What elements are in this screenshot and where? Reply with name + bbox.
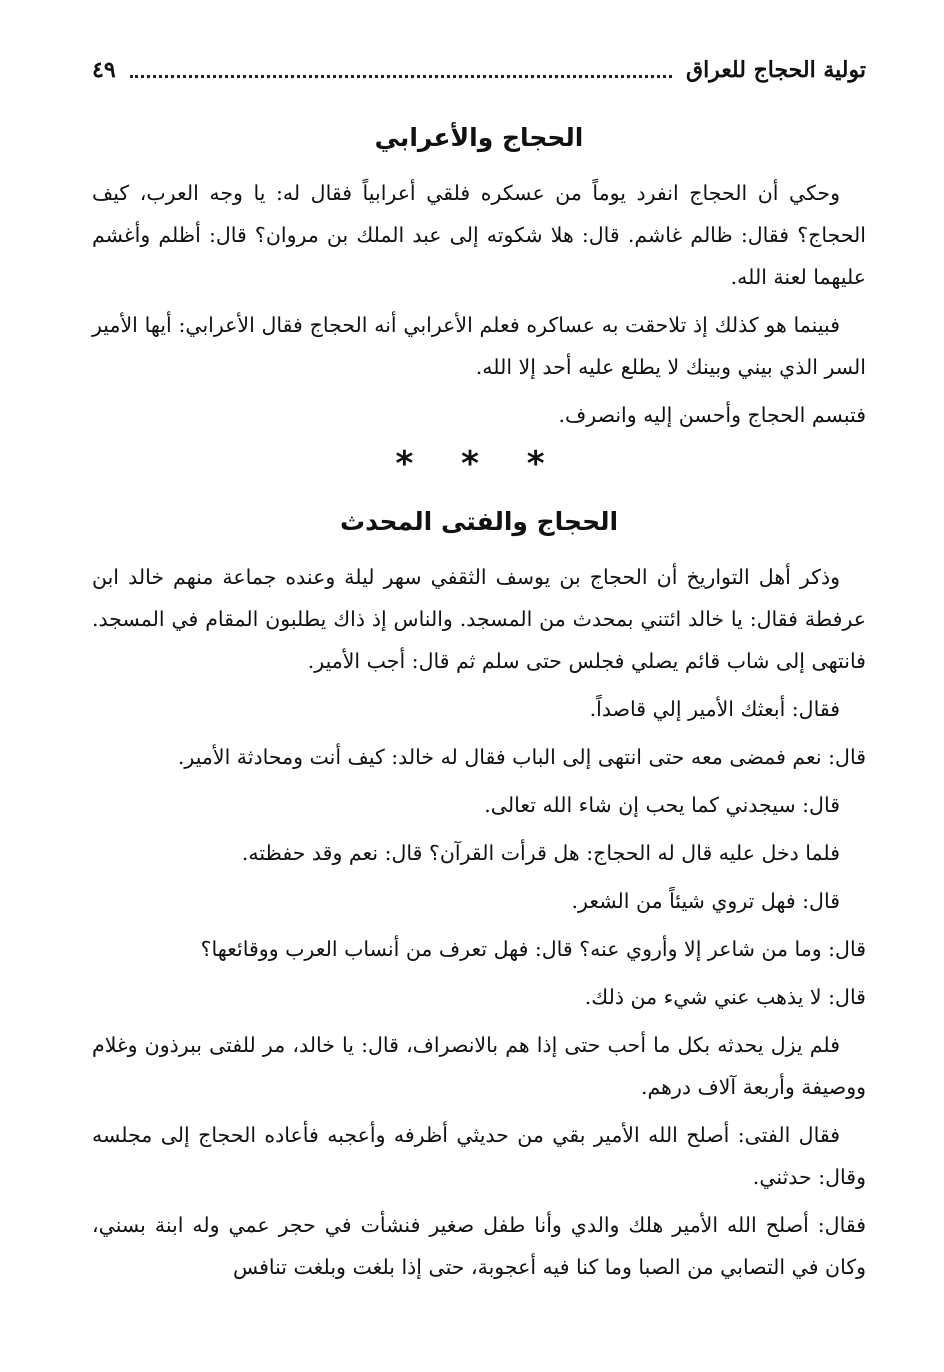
page-number: ٤٩ bbox=[92, 57, 116, 83]
paragraph: فقال: أصلح الله الأمير هلك والدي وأنا طفل صغير فنشأت في حجر عمي وله ابنة بسني، وكان في التصابي من الصبا وما كنا فيه أعجوبة، حتى إذا بلغت وبلغت تنافس bbox=[92, 1213, 866, 1279]
paragraph: فبينما هو كذلك إذ تلاحقت به عساكره فعلم الأعرابي أنه الحجاج فقال الأعرابي: أيها الأمير السر الذي بيني وبينك لا يطلع عليه أحد إلا الله. bbox=[92, 313, 866, 379]
paragraph: قال: فهل تروي شيئاً من الشعر. bbox=[571, 889, 840, 913]
paragraph: وذكر أهل التواريخ أن الحجاج بن يوسف الثقفي سهر ليلة وعنده جماعة منهم خالد ابن عرفطة فقال: يا خالد ائتني بمحدث من المسجد. والناس إذ ذاك يطلبون المقام في المسجد. فانتهى إلى شاب قائم يصلي فجلس حتى سلم ثم قال: أجب الأمير. bbox=[92, 565, 866, 673]
section-heading-hajjaj-and-bedouin: الحجاج والأعرابي bbox=[374, 123, 584, 152]
paragraph: فقال: أبعثك الأمير إلي قاصداً. bbox=[589, 697, 840, 721]
paragraph: قال: وما من شاعر إلا وأروي عنه؟ قال: فهل تعرف من أنساب العرب ووقائعها؟ bbox=[200, 937, 866, 961]
paragraph: فتبسم الحجاج وأحسن إليه وانصرف. bbox=[558, 403, 866, 427]
running-title: تولية الحجاج للعراق bbox=[686, 57, 866, 83]
paragraph: فلم يزل يحدثه بكل ما أحب حتى إذا هم بالانصراف، قال: يا خالد، مر للفتى ببرذون وغلام ووصيفة وأربعة آلاف درهم. bbox=[92, 1033, 866, 1099]
paragraph: فقال الفتى: أصلح الله الأمير بقي من حديثي أظرفه وأعجبه فأعاده الحجاج إلى مجلسه وقال: حدثني. bbox=[92, 1123, 866, 1189]
paragraph: فلما دخل عليه قال له الحجاج: هل قرأت القرآن؟ قال: نعم وقد حفظته. bbox=[241, 841, 840, 865]
running-header bbox=[92, 48, 866, 92]
paragraph: وحكي أن الحجاج انفرد يوماً من عسكره فلقي أعرابياً فقال له: يا وجه العرب، كيف الحجاج؟ فقال: ظالم غاشم. قال: هلا شكوته إلى عبد الملك بن مروان؟ قال: أظلم وأغشم عليهما لعنة الله. bbox=[92, 181, 866, 289]
paragraph: قال: سيجدني كما يحب إن شاء الله تعالى. bbox=[484, 793, 840, 817]
paragraph: قال: لا يذهب عني شيء من ذلك. bbox=[584, 985, 866, 1009]
book-page bbox=[92, 48, 866, 1294]
paragraph: قال: نعم فمضى معه حتى انتهى إلى الباب فقال له خالد: كيف أنت ومحادثة الأمير. bbox=[177, 745, 866, 769]
section-heading-hajjaj-and-young-storyteller: الحجاج والفتى المحدث bbox=[339, 507, 619, 536]
dotted-leader bbox=[130, 75, 672, 78]
section-separator: * * * bbox=[395, 444, 563, 484]
